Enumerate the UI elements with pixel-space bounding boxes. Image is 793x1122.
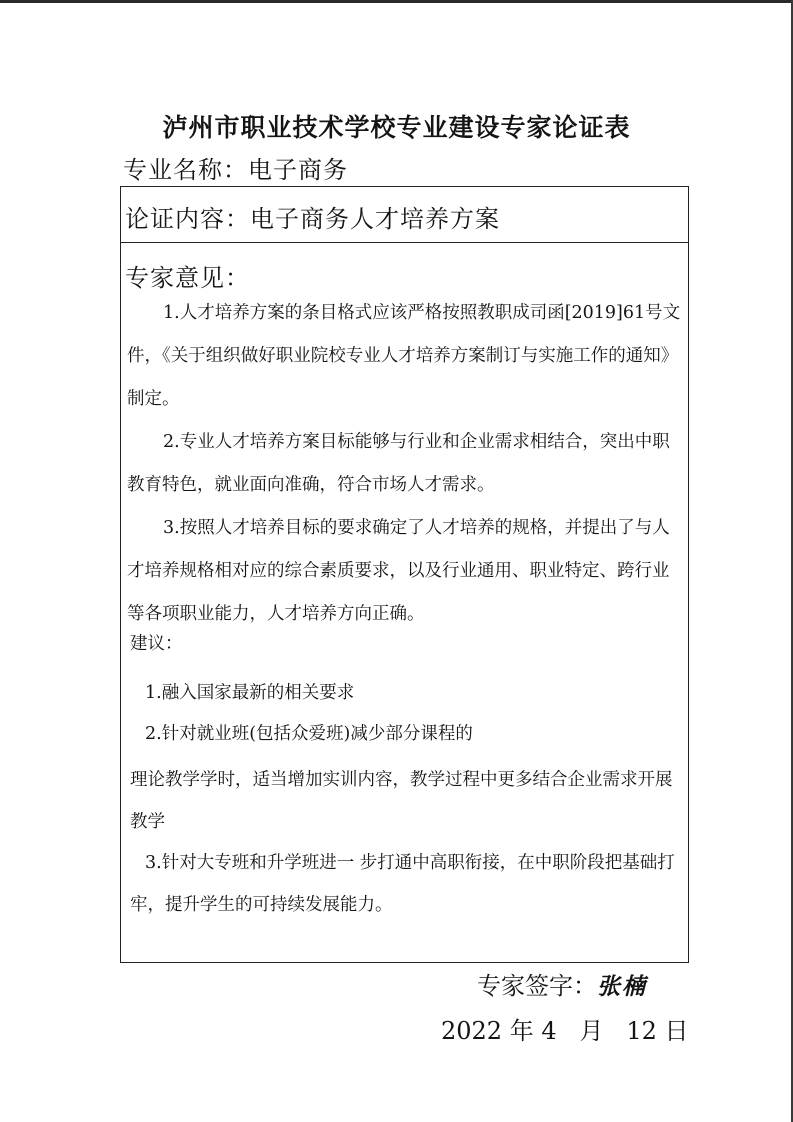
opinion-paragraph-1: 1.人才培养方案的条目格式应该严格按照教职成司函[2019]61号文件，《关于组织做好职业院校专业人才培养方案制订与实施工作的通知》制定。 [127, 303, 681, 409]
handwritten-signature: 张楠 [597, 974, 647, 1000]
suggestion-item-3: 3.针对大专班和升学班进一 步打通中高职衔接，在中职阶段把基础打牢，提升学生的可持续发展能力。 [130, 853, 675, 915]
major-name-label: 专业名称： [123, 156, 248, 184]
content-row [121, 187, 688, 243]
suggestion-heading: 建议： [130, 634, 183, 654]
expert-opinion-heading: 专家意见： [125, 264, 250, 292]
signature-label: 专家签字： [477, 972, 597, 1000]
major-name-line [123, 150, 348, 185]
signature-line [477, 966, 647, 1001]
evaluation-form-table [120, 186, 689, 963]
document-title: 泸州市职业技术学校专业建设专家论证表 [162, 113, 631, 142]
content-label: 论证内容： [125, 205, 250, 233]
major-name-value: 电子商务 [248, 156, 348, 184]
content-line [125, 199, 500, 234]
suggestion-item-2-line-1: 2.针对就业班(包括众爱班)减少部分课程的 [145, 724, 473, 744]
suggestion-item-2-line-2: 理论教学学时，适当增加实训内容，教学过程中更多结合企业需求开展教学 [130, 770, 673, 832]
content-value: 电子商务人才培养方案 [250, 205, 500, 233]
signature-date: 2022 年 4 月 12 日 [441, 1017, 689, 1045]
suggestion-item-1: 1.融入国家最新的相关要求 [145, 683, 355, 703]
opinion-paragraph-3: 3.按照人才培养目标的要求确定了人才培养的规格，并提出了与人才培养规格相对应的综合素质要求，以及行业通用、职业特定、跨行业等各项职业能力，人才培养方向正确。 [127, 518, 670, 624]
opinion-paragraph-2: 2.专业人才培养方案目标能够与行业和企业需求相结合，突出中职教育特色，就业面向准确，符合市场人才需求。 [127, 432, 670, 495]
scan-edge-top [0, 0, 793, 3]
